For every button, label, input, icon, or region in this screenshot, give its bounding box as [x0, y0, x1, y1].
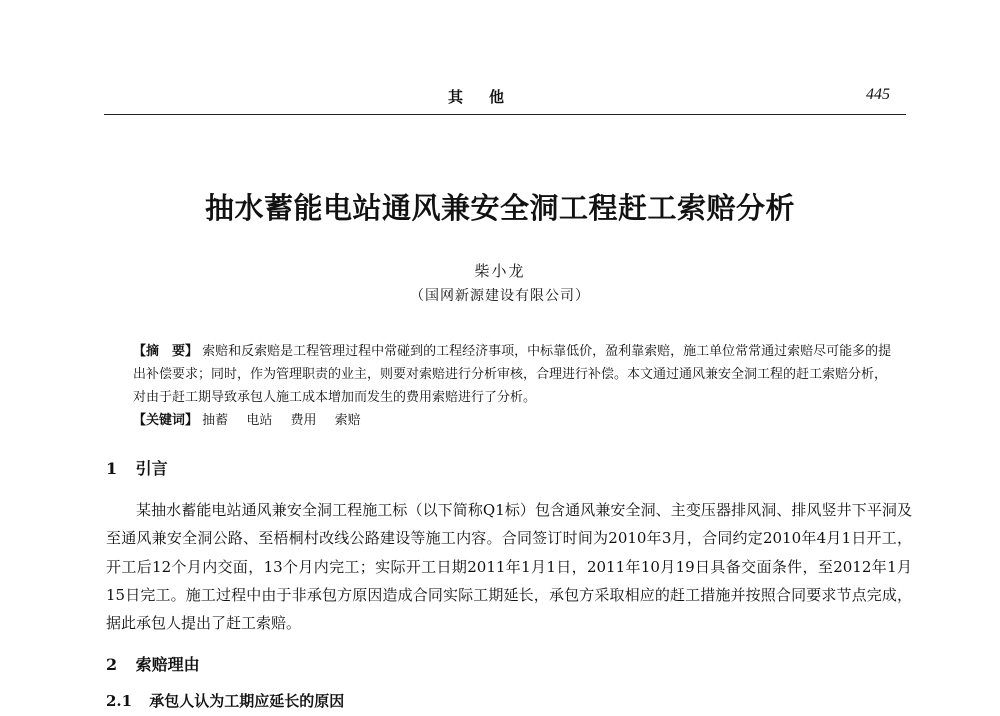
section-number: 1 [106, 459, 118, 478]
intro-paragraph: 某抽水蓄能电站通风兼安全洞工程施工标（以下简称Q1标）包含通风兼安全洞、主变压器排风洞、排风竖井下平洞及至通风兼安全洞公路、至梧桐村改线公路建设等施工内容。合同签订时间为2010年3月，合同约定2010年4月1日开工，开工后12个月内交面，13个月内完工；实际开工日期2011年1月1日，2011年10月19日具备交面条件，至2012年1月15日完工。施工过程中由于非承包方原因造成合同实际工期延长，承包方采取相应的赶工措施并按照合同要求节点完成，据此承包人提出了赶工索赔。 [106, 501, 912, 633]
keyword: 电站 [246, 413, 273, 428]
section-name: 其他 [448, 88, 531, 106]
author-name: 柴小龙 [474, 262, 526, 280]
abstract [133, 340, 893, 409]
abstract-text: 索赔和反索赔是工程管理过程中常碰到的工程经济事项，中标靠低价，盈利靠索赔，施工单位常常通过索赔尽可能多的提出补偿要求；同时，作为管理职责的业主，则要对索赔进行分析审核，合理进行补偿。本文通过通风兼安全洞工程的赶工索赔分析，对由于赶工期导致承包人施工成本增加而发生的费用索赔进行了分析。 [133, 344, 892, 405]
keyword: 索赔 [334, 413, 361, 428]
subsection-number: 2.1 [106, 692, 133, 710]
running-head [0, 86, 1000, 110]
section-heading-intro [106, 456, 168, 479]
section-number: 2 [106, 655, 118, 674]
keywords [133, 409, 893, 432]
page-number: 445 [866, 86, 890, 103]
abstract-block [133, 340, 893, 432]
section-title: 索赔理由 [135, 655, 200, 674]
subsection-title: 承包人认为工期应延长的原因 [149, 692, 345, 710]
header-rule [104, 114, 906, 115]
keywords-label: 【关键词】 [133, 413, 199, 428]
paper-title: 抽水蓄能电站通风兼安全洞工程赶工索赔分析 [204, 191, 795, 225]
abstract-label: 【摘 要】 [133, 344, 199, 359]
author-affiliation: （国网新源建设有限公司） [410, 288, 590, 304]
section-title: 引言 [135, 459, 168, 478]
subsection-heading [106, 690, 344, 711]
keyword: 抽蓄 [202, 413, 229, 428]
section-heading-claim-reasons [106, 652, 200, 675]
keyword: 费用 [290, 413, 317, 428]
